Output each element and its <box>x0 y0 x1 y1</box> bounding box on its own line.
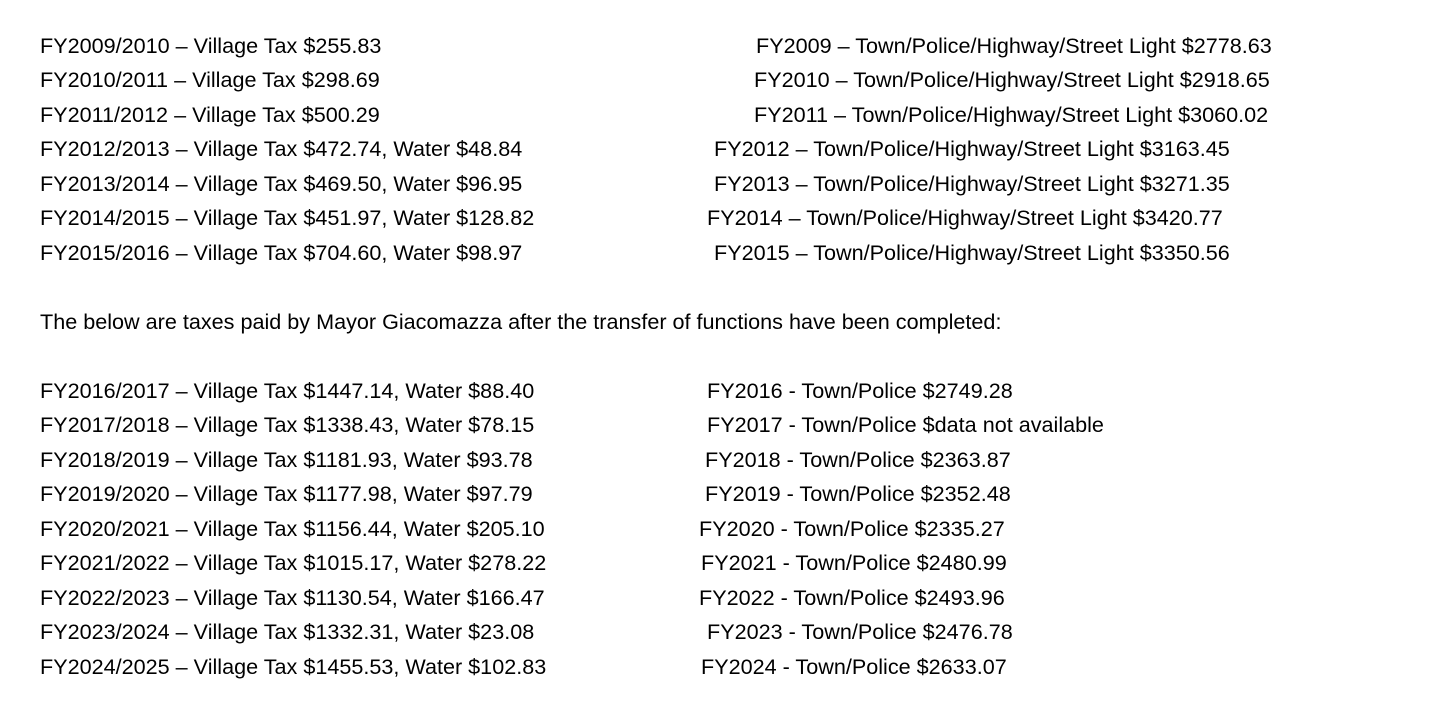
town-tax-line: FY2023 - Town/Police $2476.78 <box>707 619 1013 644</box>
town-tax-line: FY2022 - Town/Police $2493.96 <box>699 585 1005 610</box>
transfer-note: The below are taxes paid by Mayor Giacomazza after the transfer of functions have been completed: <box>40 309 1002 334</box>
town-tax-line: FY2011 – Town/Police/Highway/Street Light $3060.02 <box>754 102 1269 127</box>
village-tax-line: FY2016/2017 – Village Tax $1447.14, Water $88.40 <box>40 378 535 403</box>
village-tax-line: FY2010/2011 – Village Tax $298.69 <box>40 67 380 92</box>
town-tax-line: FY2020 - Town/Police $2335.27 <box>699 516 1005 541</box>
town-tax-line: FY2018 - Town/Police $2363.87 <box>705 447 1011 472</box>
village-tax-line: FY2011/2012 – Village Tax $500.29 <box>40 102 380 127</box>
town-tax-line: FY2021 - Town/Police $2480.99 <box>701 550 1007 575</box>
town-tax-line: FY2019 - Town/Police $2352.48 <box>705 481 1011 506</box>
town-tax-line: FY2014 – Town/Police/Highway/Street Light $3420.77 <box>707 205 1223 230</box>
town-tax-line: FY2016 - Town/Police $2749.28 <box>707 378 1013 403</box>
town-tax-line: FY2013 – Town/Police/Highway/Street Light $3271.35 <box>714 171 1230 196</box>
village-tax-line: FY2014/2015 – Village Tax $451.97, Water $128.82 <box>40 205 535 230</box>
town-tax-line: FY2009 – Town/Police/Highway/Street Light $2778.63 <box>756 33 1272 58</box>
village-tax-line: FY2024/2025 – Village Tax $1455.53, Water $102.83 <box>40 654 547 679</box>
village-tax-line: FY2012/2013 – Village Tax $472.74, Water $48.84 <box>40 136 523 161</box>
town-tax-line: FY2015 – Town/Police/Highway/Street Light $3350.56 <box>714 240 1230 265</box>
village-tax-line: FY2015/2016 – Village Tax $704.60, Water $98.97 <box>40 240 523 265</box>
town-tax-line: FY2024 - Town/Police $2633.07 <box>701 654 1007 679</box>
village-tax-line: FY2009/2010 – Village Tax $255.83 <box>40 33 382 58</box>
village-tax-line: FY2017/2018 – Village Tax $1338.43, Water $78.15 <box>40 412 535 437</box>
village-tax-line: FY2018/2019 – Village Tax $1181.93, Water $93.78 <box>40 447 533 472</box>
village-tax-line: FY2021/2022 – Village Tax $1015.17, Water $278.22 <box>40 550 547 575</box>
village-tax-line: FY2019/2020 – Village Tax $1177.98, Water $97.79 <box>40 481 533 506</box>
town-tax-line: FY2012 – Town/Police/Highway/Street Light $3163.45 <box>714 136 1230 161</box>
village-tax-line: FY2013/2014 – Village Tax $469.50, Water $96.95 <box>40 171 523 196</box>
village-tax-line: FY2020/2021 – Village Tax $1156.44, Water $205.10 <box>40 516 545 541</box>
village-tax-line: FY2023/2024 – Village Tax $1332.31, Water $23.08 <box>40 619 535 644</box>
town-tax-line: FY2010 – Town/Police/Highway/Street Light $2918.65 <box>754 67 1270 92</box>
village-tax-line: FY2022/2023 – Village Tax $1130.54, Water $166.47 <box>40 585 545 610</box>
town-tax-line: FY2017 - Town/Police $data not available <box>707 412 1104 437</box>
